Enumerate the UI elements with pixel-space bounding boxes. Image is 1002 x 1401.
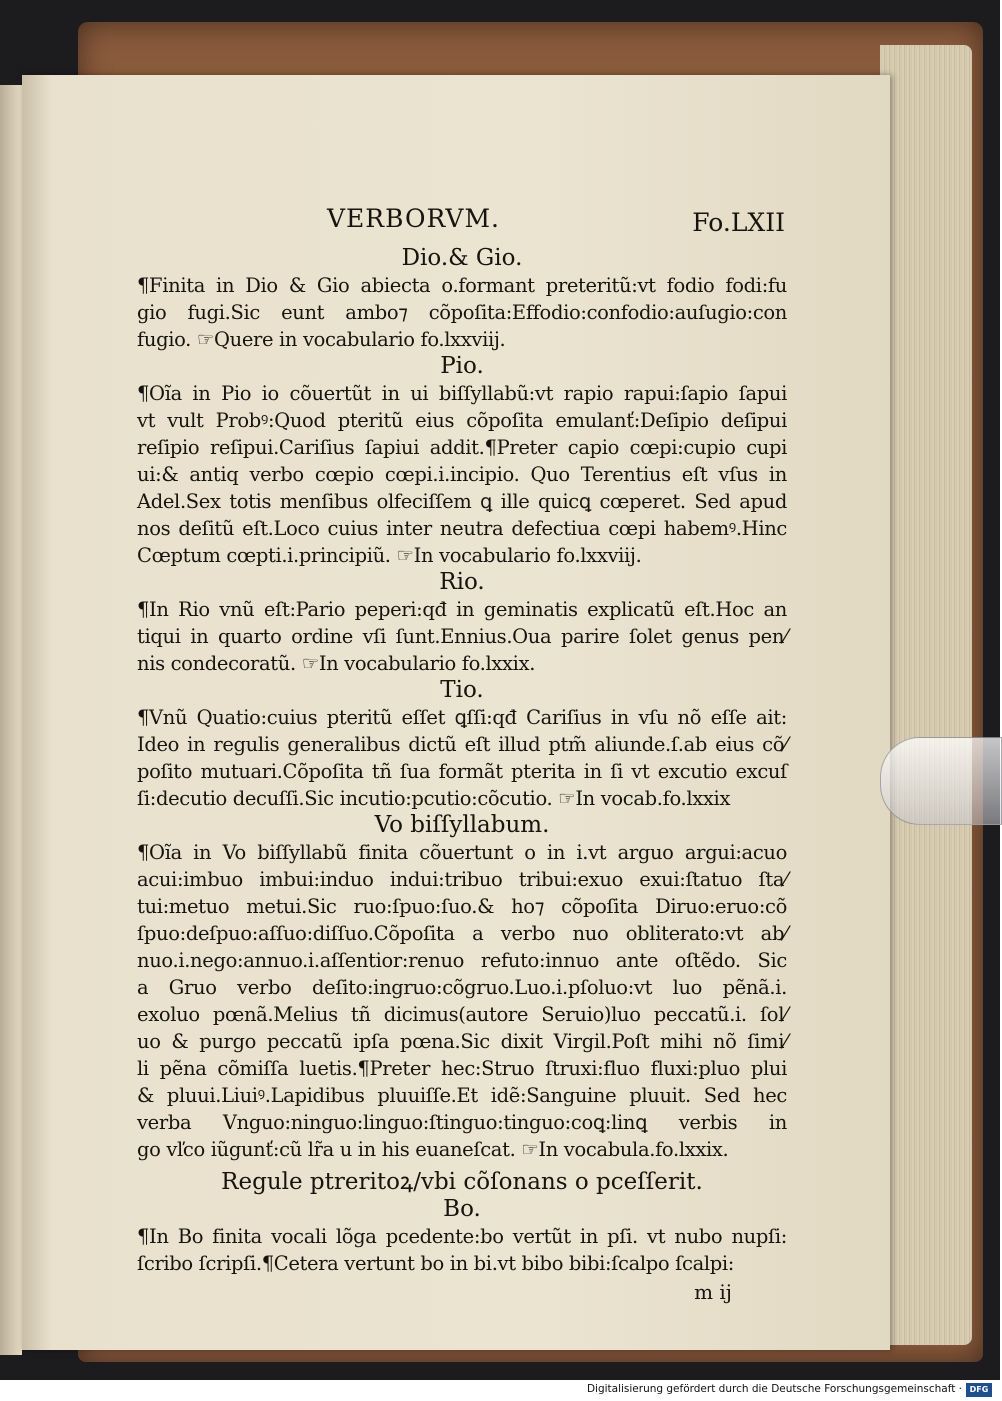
section-heading: Vo biſſyllabum. bbox=[374, 812, 550, 838]
section-heading: Pio. bbox=[440, 353, 484, 379]
text-line: ſi:decutio decuſſi.Sic incutio:pcutio:cõcutio. ☞In vocab.fo.lxxix bbox=[137, 787, 731, 810]
sections bbox=[137, 245, 787, 1277]
text-line: fugio. ☞Quere in vocabulario fo.lxxviij. bbox=[137, 328, 506, 351]
dfg-logo: DFG bbox=[966, 1383, 992, 1397]
page-edges bbox=[880, 45, 972, 1345]
text-line: ¶In Bo finita vocali lõga pcedente:bo vertũt in pſi. vt nubo nupſi: bbox=[137, 1225, 787, 1248]
section bbox=[137, 677, 787, 812]
section bbox=[137, 812, 787, 1163]
page-header bbox=[137, 205, 787, 245]
section-heading: Regule ptreritoꝝ/vbi cõſonans o pceſſerit. bbox=[221, 1169, 703, 1195]
section bbox=[137, 1196, 787, 1277]
text-line: & pluui.Liuiꝰ.Lapidibus pluuiſſe.Et idẽ:Sanguine pluuit. Sed hec bbox=[137, 1084, 787, 1107]
text-line: ¶In Rio vnũ eſt:Pario peperi:qđ in geminatis explicatũ eſt.Hoc an bbox=[137, 598, 787, 621]
text-line: Ideo in regulis generalibus dictũ eſt illud ptm̃ aliunde.ſ.ab eius cõ⁄ bbox=[137, 733, 787, 756]
section-heading: Tio. bbox=[440, 677, 484, 703]
section bbox=[137, 569, 787, 677]
footer-bar bbox=[0, 1380, 1000, 1401]
book-page bbox=[22, 75, 890, 1350]
text-line: nos deſitũ eſt.Loco cuius inter neutra defectiua cœpi habemꝰ.Hinc bbox=[137, 517, 787, 540]
text-line: go vľco iũgunť:cũ lr̃a u in his euaneſcat. ☞In vocabula.fo.lxxix. bbox=[137, 1138, 729, 1161]
text-line: ¶Vnũ Quatio:cuius pteritũ eſſet ꝗſſi:qđ Cariſius in vſu nõ eſſe ait: bbox=[137, 706, 787, 729]
text-line: a Gruo verbo deſito:ingruo:cõgruo.Luo.i.pſoluo:vt luo pẽnã.i. bbox=[137, 976, 787, 999]
text-line: gio fugi.Sic eunt ambo⁊ cõpoſita:Effodio:confodio:auſugio:con bbox=[137, 301, 787, 324]
text-line: uo & purgo peccatũ ipſa pœna.Sic dixit Virgil.Poſt mihi nõ ſimi⁄ bbox=[137, 1030, 787, 1053]
text-line: verba Vnguo:ninguo:linguo:ſtinguo:tinguo:coꝗ:linꝗ verbis in bbox=[137, 1111, 787, 1134]
text-line: Cœptum cœpti.i.principiũ. ☞In vocabulario fo.lxxviij. bbox=[137, 544, 642, 567]
text-line: li pẽna cõmiſſa luetis.¶Preter hec:Struo ſtruxi:fluo fluxi:pluo plui bbox=[137, 1057, 787, 1080]
text-line: nuo.i.nego:annuo.i.aſſentior:renuo refuto:innuo ante oſtẽdo. Sic bbox=[137, 949, 787, 972]
text-line: ſcribo ſcripſi.¶Cetera vertunt bo in bi.vt bibo bibi:ſcalpo ſcalpi: bbox=[137, 1252, 734, 1275]
footer-credit: Digitalisierung gefördert durch die Deutsche Forschungsgemeinschaft · bbox=[586, 1383, 962, 1395]
page-clip bbox=[880, 737, 1002, 825]
section-heading: Bo. bbox=[443, 1196, 481, 1222]
text-line: acui:imbuo imbui:induo indui:tribuo tribui:exuo exui:ſtatuo ſta⁄ bbox=[137, 868, 787, 891]
text-line: vt vult Probꝰ:Quod pteritũ eius cõpoſita emulanť:Deſipio deſipui bbox=[137, 409, 787, 432]
text-line: poſito mutuari.Cõpoſita tñ ſua formãt pterita in ſi vt excutio excuſ bbox=[137, 760, 787, 783]
text-block bbox=[137, 204, 787, 1304]
text-line: ſpuo:deſpuo:aſſuo:diſſuo.Cõpoſita a verbo nuo obliterato:vt ab⁄ bbox=[137, 922, 787, 945]
section-heading: Dio.& Gio. bbox=[401, 245, 523, 271]
section-heading: Rio. bbox=[439, 569, 485, 595]
text-line: ui:& antiq verbo cœpio cœpi.i.incipio. Quo Terentius eſt vſus in bbox=[137, 463, 787, 486]
text-line: exoluo pœnã.Melius tñ dicimus(autore Seruio)luo peccatũ.i. ſol⁄ bbox=[137, 1003, 787, 1026]
section bbox=[137, 353, 787, 569]
text-line: reſipio reſipui.Cariſius ſapiui addit.¶Preter capio cœpi:cupio cupi bbox=[137, 436, 787, 459]
text-line: nis condecoratũ. ☞In vocabulario fo.lxxix. bbox=[137, 652, 536, 675]
text-line: Adel.Sex totis menſibus olfeciſſem ꝗ ille quicꝗ cœperet. Sed apud bbox=[137, 490, 787, 513]
folio-number: Fo.LXII bbox=[692, 208, 785, 237]
signature-mark: m ij bbox=[694, 1280, 732, 1304]
running-title: VERBORVM. bbox=[327, 204, 500, 233]
text-line: ¶Oĩa in Vo biſſyllabũ finita cõuertunt o in i.vt arguo argui:acuo bbox=[137, 841, 787, 864]
text-line: tui:metuo metui.Sic ruo:ſpuo:ſuo.& ho⁊ cõpoſita Diruo:eruo:cõ bbox=[137, 895, 787, 918]
text-line: tiqui in quarto ordine vſi ſunt.Ennius.Oua parire ſolet genus pen⁄ bbox=[137, 625, 787, 648]
text-line: ¶Oĩa in Pio io cõuertũt in ui biſſyllabũ:vt rapio rapui:ſapio ſapui bbox=[137, 382, 787, 405]
section bbox=[137, 1169, 787, 1196]
text-line: ¶Finita in Dio & Gio abiecta o.formant preteritũ:vt fodio fodi:fu bbox=[137, 274, 787, 297]
verso-page-edge bbox=[0, 85, 22, 1355]
section bbox=[137, 245, 787, 353]
